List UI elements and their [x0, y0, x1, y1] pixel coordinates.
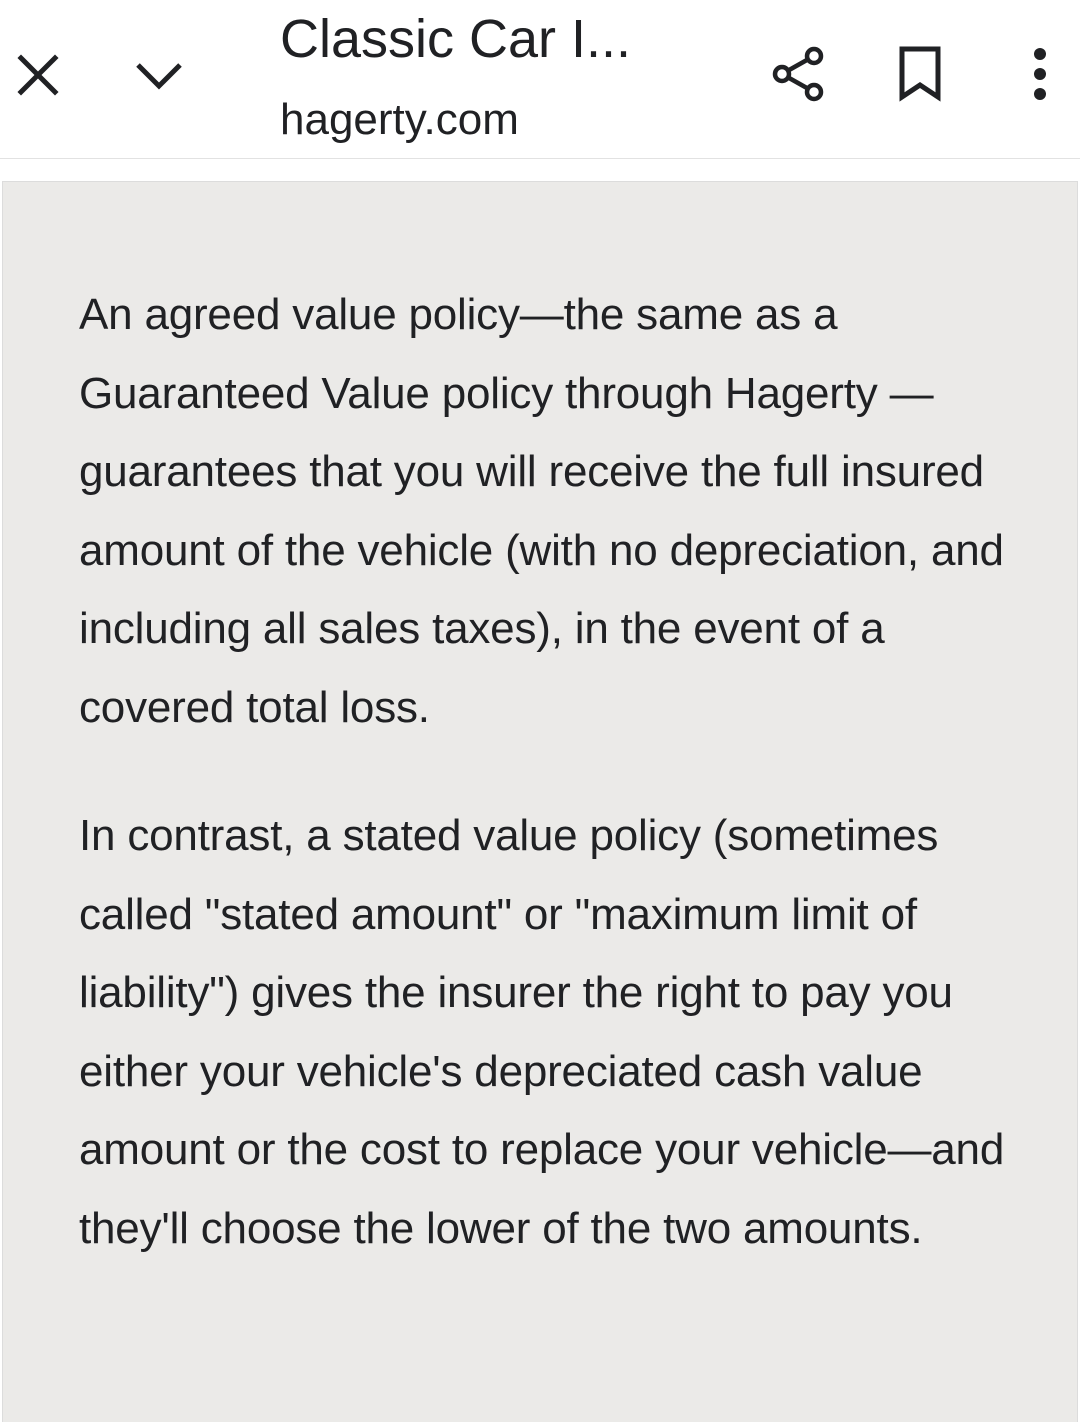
more-vert-icon — [1030, 46, 1050, 102]
web-page-content — [0, 159, 1080, 1416]
paragraph-stated-value: In contrast, a stated value policy (sometimes called "stated amount" or "maximum limit of liability") gives the insurer the right to pay you either your vehicle's depreciated cash value amount or the cost to replace your vehicle—and they'll choose the lower of the two amounts. — [79, 811, 1005, 1253]
bookmark-icon — [896, 45, 944, 103]
share-button[interactable] — [762, 36, 834, 112]
close-button[interactable] — [6, 40, 70, 110]
paragraph-agreed-value: An agreed value policy—the same as a Guaranteed Value policy through Hagerty —guarantees that you will receive the full insured amount of the vehicle (with no depreciation, and including all sales taxes), in the event of a covered total loss. — [79, 290, 1004, 732]
browser-toolbar — [0, 0, 1080, 159]
page-url: hagerty.com — [280, 95, 519, 144]
collapse-button[interactable] — [124, 40, 194, 110]
chevron-down-icon — [132, 58, 186, 92]
more-options-button[interactable] — [1010, 36, 1070, 112]
share-icon — [768, 44, 828, 104]
close-icon — [15, 52, 61, 98]
article-callout — [2, 181, 1078, 1422]
page-title: Classic Car I... — [280, 9, 632, 69]
bookmark-button[interactable] — [884, 36, 956, 112]
